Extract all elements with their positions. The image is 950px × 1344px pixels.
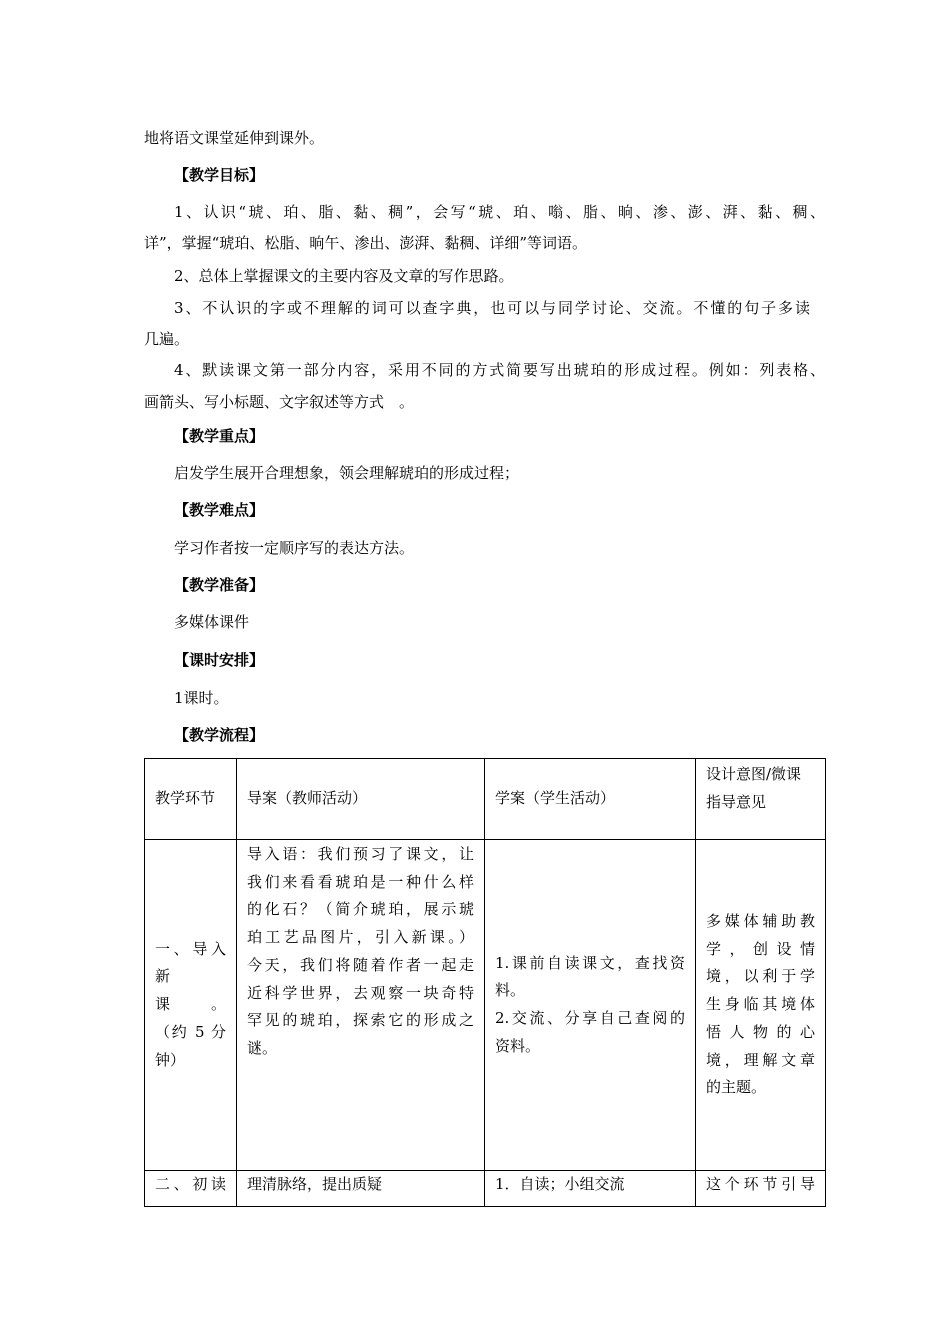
row1-design-line: 境，以利于学: [706, 967, 815, 986]
objective-4-line-2: 画箭头、写小标题、文字叙述等方式 。: [144, 393, 415, 411]
row1-teacher-line: 今天，我们将随着作者一起走: [247, 955, 474, 974]
preparation-text: 多媒体课件: [174, 613, 250, 631]
row1-stage-line-3: （约 5 分: [155, 1022, 226, 1041]
row2-teacher-text: 理清脉络，提出质疑: [247, 1175, 383, 1193]
intro-tail-text: 地将语文课堂延伸到课外。: [144, 129, 325, 147]
key-points-heading: 【教学重点】: [174, 427, 265, 445]
row1-design-line: 生身临其境体: [706, 995, 815, 1014]
row1-design: [696, 840, 826, 1171]
header-design-label-line-2: 指导意见: [706, 792, 767, 811]
row1-student-line: 2.交流、分享自己查阅的: [495, 1009, 685, 1027]
row1-stage-line-1: 一、导入: [155, 939, 226, 958]
schedule-text: 1课时。: [174, 689, 229, 707]
row1-stage-line-4: 钟）: [155, 1050, 186, 1069]
row1-teacher-line: 导入语：我们预习了课文，让: [247, 845, 474, 863]
row1-student-line: 1.课前自读课文，查找资: [495, 953, 685, 972]
header-stage-label: 教学环节: [155, 789, 216, 808]
table-header-row: [145, 759, 826, 840]
row1-design-line: 学，创设情: [706, 939, 815, 958]
table-row: [145, 1171, 826, 1207]
row2-design-text: 这个环节引导: [706, 1175, 815, 1193]
header-teacher-activity: [237, 759, 485, 840]
key-points-text: 启发学生展开合理想象，领会理解琥珀的形成过程；: [174, 464, 520, 482]
row2-student-text: 1．自读；小组交流: [495, 1175, 625, 1193]
process-heading: 【教学流程】: [174, 726, 265, 744]
row2-teacher: [237, 1171, 485, 1207]
objective-1-line-1: 1、认识“琥、珀、脂、黏、稠”，会写“琥、珀、嗡、脂、晌、渗、澎、湃、黏、稠、: [174, 203, 825, 221]
row1-teacher-line: 我们来看看琥珀是一种什么样: [247, 872, 474, 891]
row1-teacher-line: 珀工艺品图片，引入新课。）: [247, 928, 474, 947]
header-student-label: 学案（学生活动）: [495, 789, 616, 808]
header-teacher-label: 导案（教师活动）: [247, 789, 368, 808]
table-row: [145, 840, 826, 1171]
teaching-process-table: [144, 758, 826, 1207]
row1-student-line: 料。: [495, 981, 526, 1000]
objective-3-line-1: 3、不认识的字或不理解的词可以查字典，也可以与同学讨论、交流。不懂的句子多读: [174, 299, 810, 317]
row1-stage: [145, 840, 237, 1171]
row1-stage-line-2: 新 课 。: [155, 967, 226, 1014]
row1-student-line: 资料。: [495, 1036, 541, 1055]
objective-3-line-2: 几遍。: [144, 330, 190, 348]
difficulties-text: 学习作者按一定顺序写的表达方法。: [174, 539, 415, 557]
row1-student: [485, 840, 696, 1171]
row1-design-line: 的主题。: [706, 1078, 767, 1097]
row1-teacher-line: 近科学世界，去观察一块奇特: [247, 983, 474, 1002]
objective-1-line-2: 详”，掌握“琥珀、松脂、晌午、渗出、澎湃、黏稠、详细”等词语。: [144, 234, 588, 252]
objective-2: 2、总体上掌握课文的主要内容及文章的写作思路。: [174, 267, 514, 285]
row1-design-line: 境，理解文章: [706, 1050, 815, 1069]
schedule-heading: 【课时安排】: [174, 651, 265, 669]
row2-student: [485, 1171, 696, 1207]
row1-teacher-line: 的化石？（简介琥珀，展示琥: [247, 900, 474, 919]
row2-stage: [145, 1171, 237, 1207]
objectives-heading: 【教学目标】: [174, 166, 265, 184]
difficulties-heading: 【教学难点】: [174, 501, 265, 519]
objective-4-line-1: 4、默读课文第一部分内容，采用不同的方式简要写出琥珀的形成过程。例如：列表格、: [174, 361, 825, 379]
row2-stage-label: 二、初读: [155, 1175, 226, 1193]
preparation-heading: 【教学准备】: [174, 576, 265, 594]
row1-teacher-line: 谜。: [247, 1038, 278, 1057]
header-student-activity: [485, 759, 696, 840]
row1-teacher: [237, 840, 485, 1171]
row1-design-line: 悟人物的心: [706, 1022, 815, 1041]
row1-teacher-line: 罕见的琥珀，探索它的形成之: [247, 1011, 474, 1030]
row1-design-line: 多媒体辅助教: [706, 912, 815, 931]
header-design-label-line-1: 设计意图/微课: [706, 765, 802, 783]
row2-design: [696, 1171, 826, 1207]
header-design-intent: [696, 759, 826, 840]
header-stage: [145, 759, 237, 840]
